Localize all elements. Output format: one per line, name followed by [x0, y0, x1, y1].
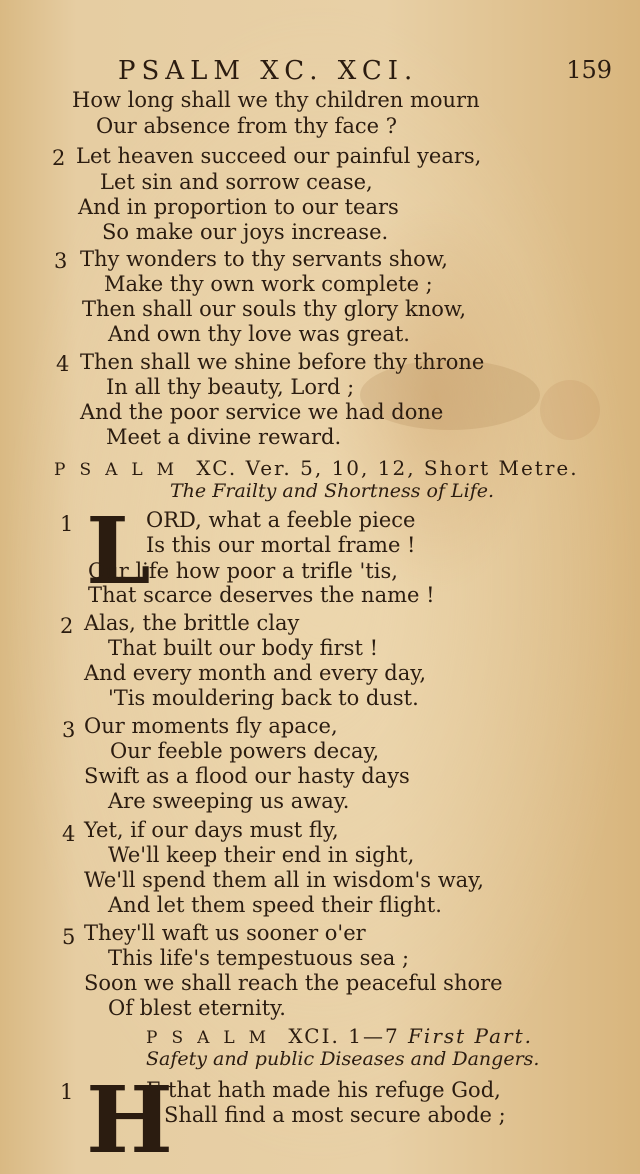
psalm-subtitle: The Frailty and Shortness of Life. — [170, 480, 495, 502]
stanza-number: 4 — [56, 352, 70, 376]
running-title: PSALM XC. XCI. — [118, 56, 419, 86]
verse-line: Our moments fly apace, — [84, 714, 338, 738]
psalm-heading-word: PSALM — [146, 1028, 281, 1048]
psalm-heading-word: PSALM — [54, 460, 189, 480]
verse-line: And let them speed their flight. — [108, 893, 442, 917]
verse-line: E that hath made his refuge God, — [146, 1078, 501, 1102]
verse-line: Make thy own work complete ; — [104, 272, 433, 296]
verse-line: Thy wonders to thy servants show, — [80, 247, 448, 271]
stanza-number: 5 — [62, 925, 76, 949]
verse-line: Then shall we shine before thy throne — [80, 350, 485, 374]
verse-line: And every month and every day, — [84, 661, 426, 685]
stanza-number: 1 — [60, 1080, 74, 1104]
drop-cap: H — [86, 1066, 173, 1174]
verse-line: And own thy love was great. — [108, 322, 410, 346]
verse-line: Are sweeping us away. — [108, 789, 350, 813]
stanza-number: 4 — [62, 822, 76, 846]
verse-line: ORD, what a feeble piece — [146, 508, 416, 532]
drop-cap: L — [86, 497, 151, 605]
verse-line: Is this our mortal frame ! — [146, 533, 416, 557]
verse-line: So make our joys increase. — [102, 220, 389, 244]
verse-line: Let sin and sorrow cease, — [100, 170, 373, 194]
verse-line: We'll spend them all in wisdom's way, — [84, 868, 484, 892]
stain — [540, 380, 600, 440]
verse-line: We'll keep their end in sight, — [108, 843, 415, 867]
verse-line: Alas, the brittle clay — [84, 611, 300, 635]
verse-line: Shall find a most secure abode ; — [164, 1103, 506, 1127]
verse-line: Our life how poor a trifle 'tis, — [88, 559, 398, 583]
stanza-number: 3 — [54, 249, 68, 273]
verse-line: Soon we shall reach the peaceful shore — [84, 971, 503, 995]
verse-line: Yet, if our days must fly, — [84, 818, 339, 842]
verse-line: Of blest eternity. — [108, 996, 286, 1020]
stanza-number: 2 — [60, 614, 74, 638]
psalm-heading — [54, 456, 579, 480]
psalm-heading-part: First Part. — [408, 1024, 533, 1048]
page-number: 159 — [566, 56, 612, 84]
verse-line: That built our body first ! — [108, 636, 379, 660]
verse-line: 'Tis mouldering back to dust. — [108, 686, 419, 710]
verse-line: This life's tempestuous sea ; — [108, 946, 410, 970]
verse-line: Meet a divine reward. — [106, 425, 342, 449]
verse-line: Our absence from thy face ? — [96, 114, 397, 138]
verse-line: That scarce deserves the name ! — [88, 583, 435, 607]
stanza-number: 2 — [52, 146, 66, 170]
verse-line: And the poor service we had done — [80, 400, 444, 424]
verse-line: Let heaven succeed our painful years, — [76, 144, 482, 168]
verse-line: Then shall our souls thy glory know, — [82, 297, 467, 321]
psalm-heading — [146, 1024, 533, 1048]
verse-line: How long shall we thy children mourn — [72, 88, 480, 112]
verse-line: And in proportion to our tears — [78, 195, 399, 219]
verse-line: In all thy beauty, Lord ; — [106, 375, 355, 399]
stanza-number: 3 — [62, 718, 76, 742]
verse-line: Our feeble powers decay, — [110, 739, 380, 763]
running-header — [0, 56, 640, 90]
psalm-heading-reference: XC. Ver. 5, 10, 12, Short Metre. — [196, 456, 579, 480]
psalm-heading-reference: XCI. 1—7 — [288, 1024, 400, 1048]
stanza-number: 1 — [60, 512, 74, 536]
psalm-subtitle: Safety and public Diseases and Dangers. — [146, 1048, 540, 1070]
verse-line: They'll waft us sooner o'er — [84, 921, 366, 945]
verse-line: Swift as a flood our hasty days — [84, 764, 410, 788]
